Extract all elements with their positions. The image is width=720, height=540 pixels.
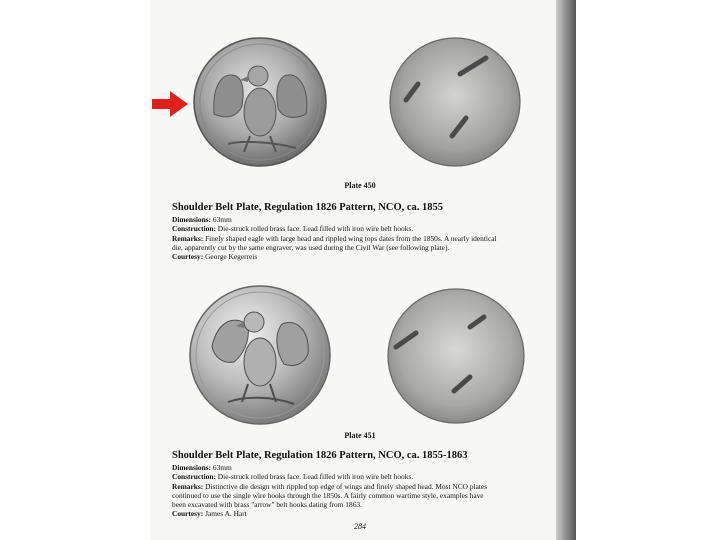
- courtesy-label: Courtesy:: [172, 509, 204, 519]
- courtesy-value: James A. Hart: [205, 509, 247, 519]
- remarks-text-continued: die, apparently cut by the same engraver, was used during the Civil War (see following plate).: [172, 242, 450, 252]
- remarks-text: Distinctive die design with rippled top edge of wings and finely shaped head. Most NCO plates: [205, 481, 488, 491]
- remarks-text: Finely shaped eagle with large head and rippled wing tops dates from the 1850s. A nearly identical: [205, 233, 497, 243]
- dimensions-label: Dimensions:: [172, 215, 212, 224]
- remarks-text-continued: continued to use the single wire hooks through the 1850s. A fairly common wartime style, examples have: [172, 490, 484, 500]
- dimensions-value: 63mm: [212, 463, 232, 472]
- plate-451-reverse-image: [386, 287, 526, 425]
- remarks-label: Remarks:: [172, 233, 204, 243]
- dimensions-label: Dimensions:: [172, 463, 212, 472]
- scan-margin: [576, 0, 720, 540]
- courtesy-value: George Kegerreis: [205, 252, 258, 262]
- courtesy-label: Courtesy:: [172, 252, 204, 262]
- plate-451-obverse-image: [188, 284, 332, 426]
- remarks-text-continued: been excavated with brass "arrow" belt hooks dating from 1863.: [172, 500, 362, 510]
- red-arrow-icon: [152, 91, 188, 117]
- construction-value: Die-struck rolled brass face. Lead filled with iron wire belt hooks.: [217, 472, 414, 482]
- plate-caption: Plate 451: [344, 431, 376, 440]
- plate-caption: Plate 450: [344, 181, 376, 190]
- plate-description: [172, 463, 540, 519]
- remarks-label: Remarks:: [172, 481, 204, 491]
- plate-title: Shoulder Belt Plate, Regulation 1826 Pattern, NCO, ca. 1855-1863: [172, 450, 468, 461]
- construction-value: Die-struck rolled brass face. Lead filled with iron wire belt hooks.: [217, 224, 414, 234]
- page-gutter-shadow: [556, 0, 576, 540]
- dimensions-value: 63mm: [212, 215, 232, 224]
- page-number: 284: [354, 522, 366, 531]
- construction-label: Construction:: [172, 472, 216, 482]
- plate-450-reverse-image: [388, 36, 522, 168]
- plate-450-obverse-image: [192, 36, 328, 168]
- plate-description: [172, 215, 540, 261]
- construction-label: Construction:: [172, 224, 216, 234]
- plate-title: Shoulder Belt Plate, Regulation 1826 Pattern, NCO, ca. 1855: [172, 202, 444, 213]
